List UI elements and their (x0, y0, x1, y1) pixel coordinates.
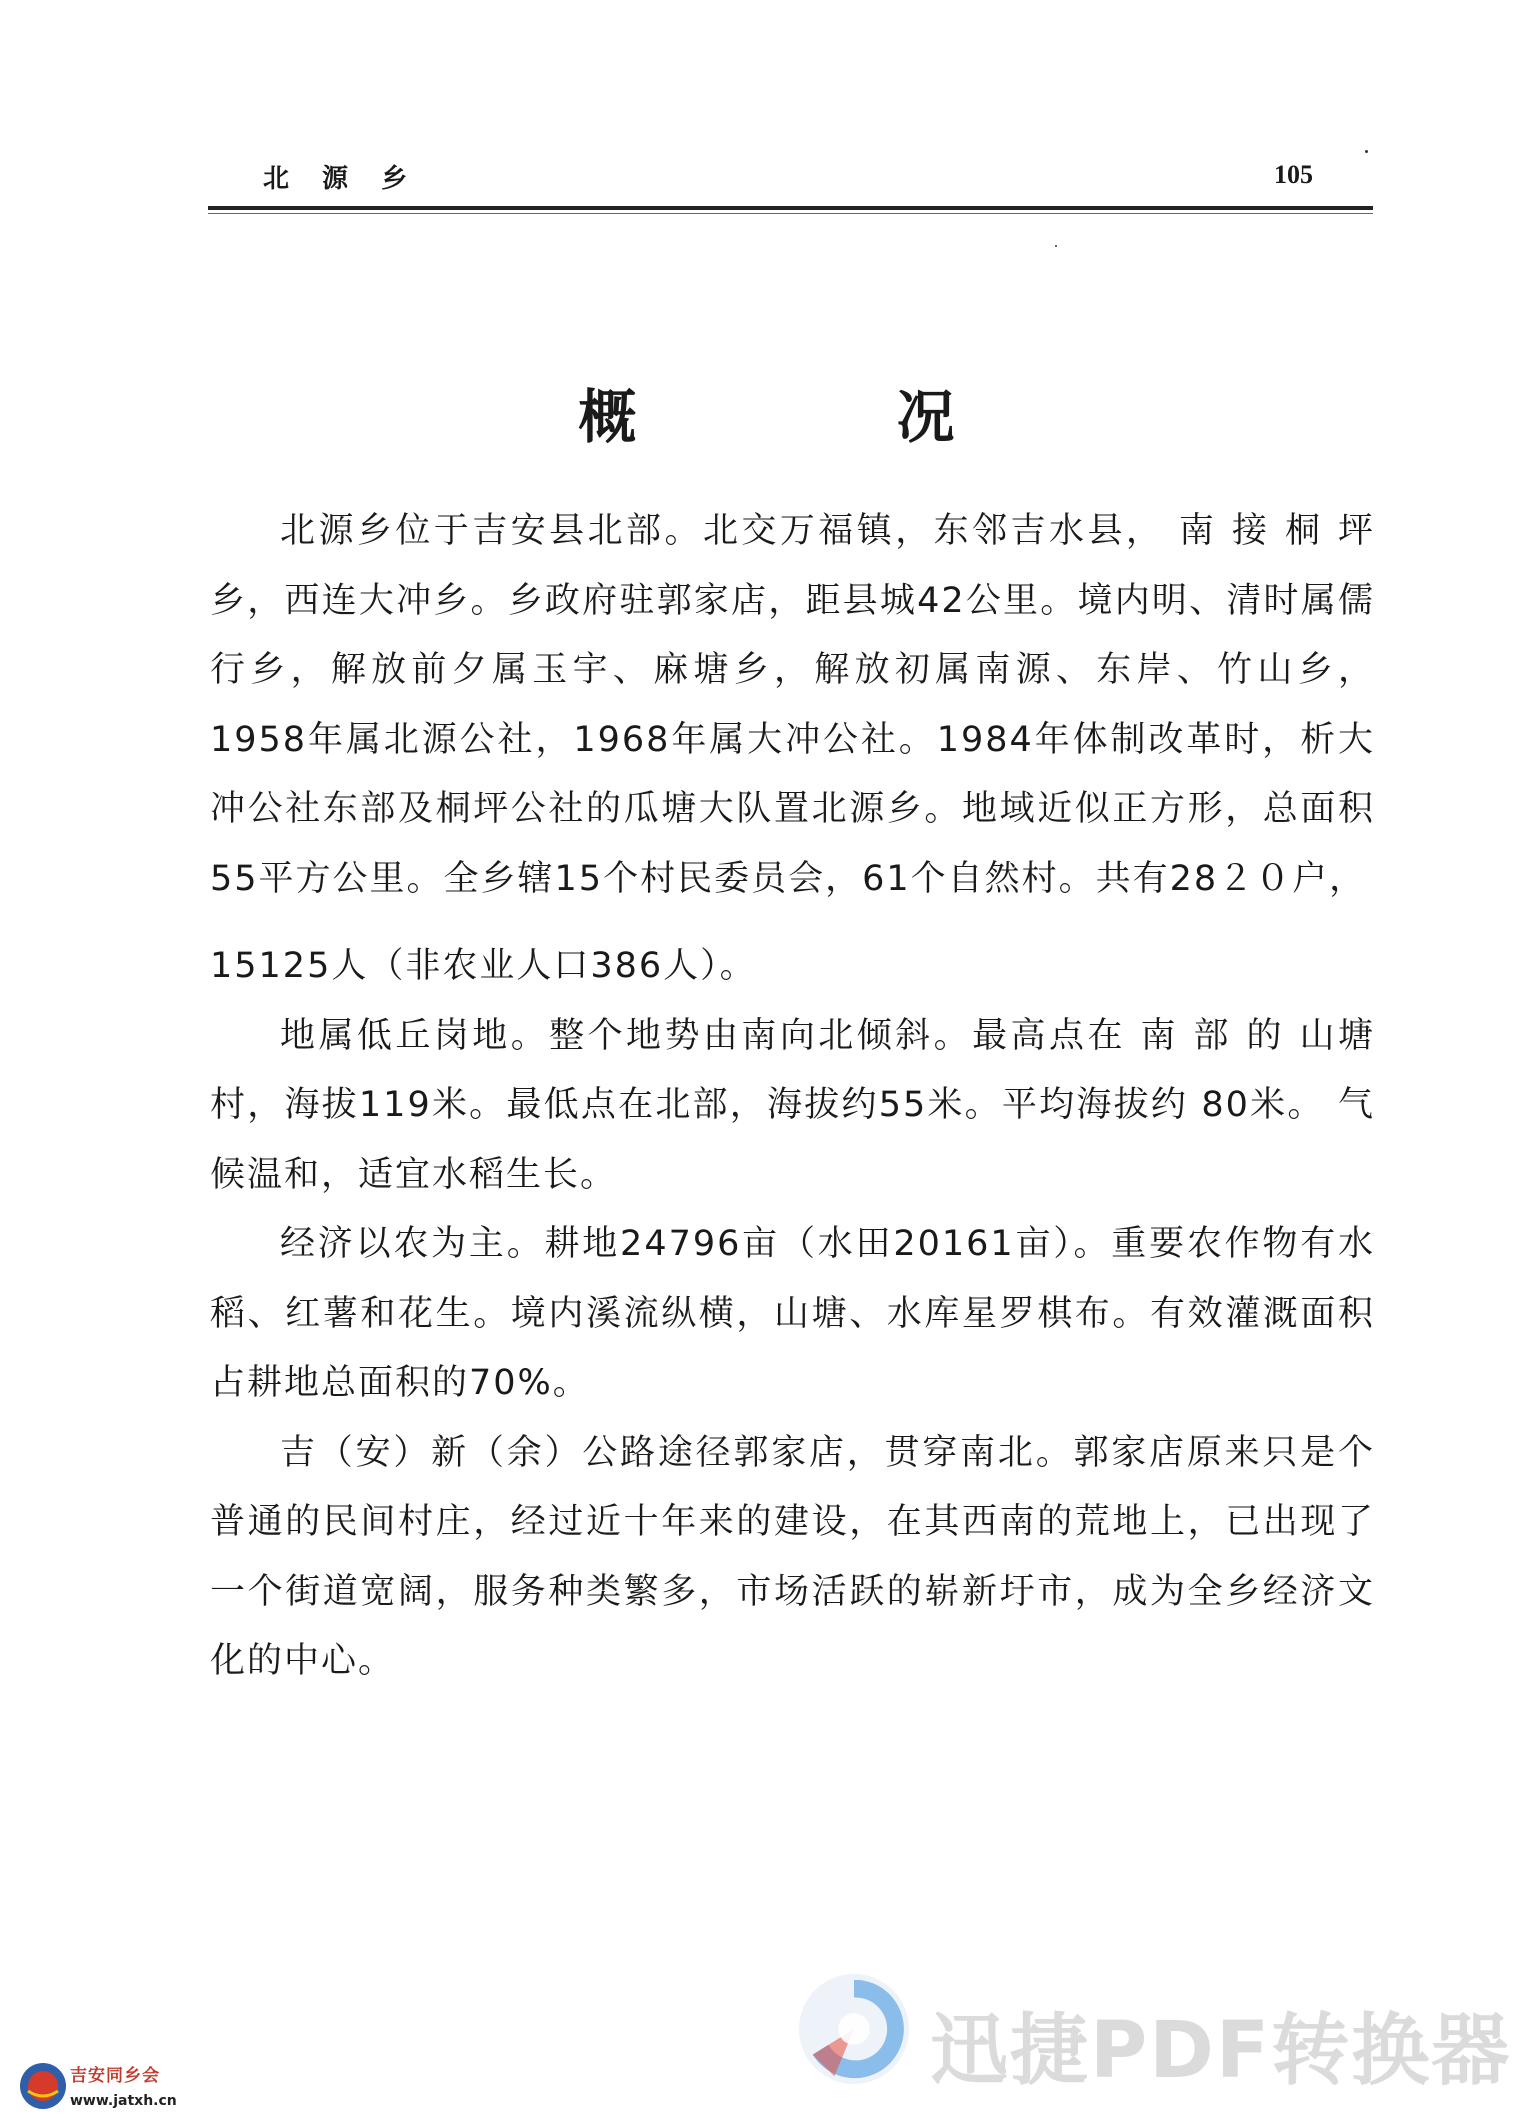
paragraph: 北源乡位于吉安县北部。北交万福镇，东邻吉水县， 南 接 桐 坪乡，西连大冲乡。乡政府驻郭家店，距县城42公里。境内明、清时属儒行乡，解放前夕属玉宇、麻塘乡，解放初属南源、东岸、竹山乡，1958年属北源公社，1968年属大冲公社。1984年体制改革时，析大冲公社东部及桐坪公社的瓜塘大队置北源乡。地域近似正方形，总面积55平方公里。全乡辖15个村民委员会，61个自然村。共有28２０户， (210, 511, 1375, 899)
section-title: 北 源 乡 (263, 164, 420, 194)
association-name: 吉安同乡会 (70, 2066, 160, 2086)
watermark (795, 1970, 1515, 2096)
watermark-text: 迅捷PDF转换器 (930, 2006, 1512, 2096)
running-header (208, 158, 1368, 198)
paragraph: 地属低丘岗地。整个地势由南向北倾斜。最高点在 南 部 的 山塘村，海拔119米。最低点在北部，海拔约55米。平均海拔约 80米。 气候温和，适宜水稻生长。 (210, 1015, 1375, 1195)
page-number: 105 (1274, 160, 1313, 189)
paragraph-continuation: 15125人（非农业人口386人）。 (210, 946, 757, 986)
association-url: www.jatxh.cn (70, 2093, 177, 2109)
association-seal-icon (18, 2061, 68, 2111)
corner-logo (0, 2055, 200, 2125)
header-rule-thin (208, 213, 1373, 214)
paragraph: 经济以农为主。耕地24796亩（水田20161亩）。重要农作物有水稻、红薯和花生。境内溪流纵横，山塘、水库星罗棋布。有效灌溉面积占耕地总面积的70%。 (210, 1224, 1375, 1403)
scan-speck (1365, 150, 1368, 153)
paragraph: 吉（安）新（余）公路途径郭家店，贯穿南北。郭家店原来只是个普通的民间村庄，经过近十年来的建设，在其西南的荒地上，已出现了一个街道宽阔，服务种类繁多，市场活跃的崭新圩市，成为全乡经济文化的中心。 (210, 1432, 1375, 1681)
page-title: 概 况 (578, 383, 1075, 451)
header-rule (208, 206, 1373, 210)
scan-speck (1055, 245, 1057, 247)
pdf-converter-logo-icon (795, 1970, 913, 2088)
body-text (210, 497, 1375, 1697)
